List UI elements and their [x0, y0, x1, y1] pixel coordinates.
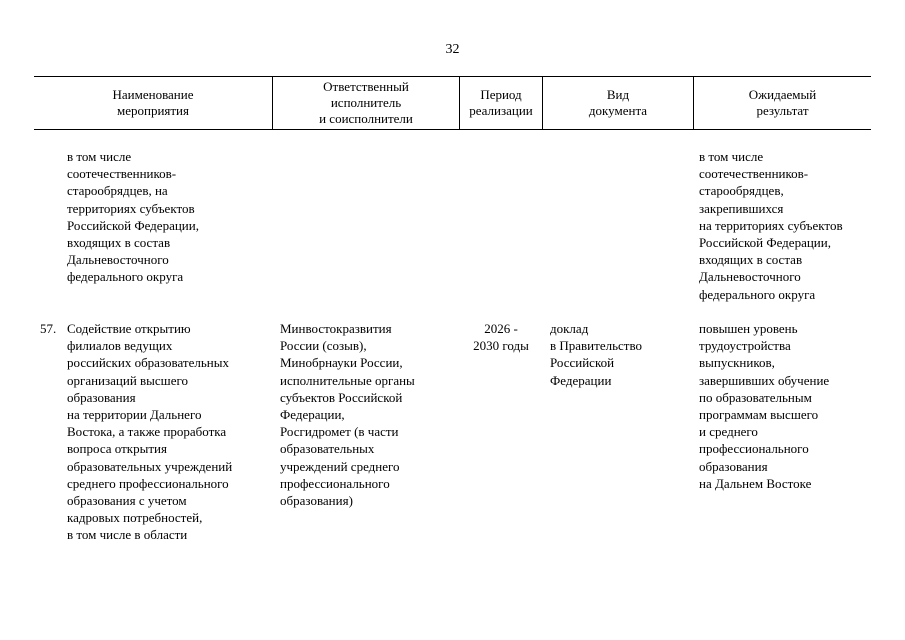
- header-document-type: Вид документа: [588, 86, 648, 118]
- page-number: 32: [445, 42, 460, 57]
- header-period: Период реализации: [469, 86, 533, 118]
- continuation-event-name: в том числе соотечественников- старообрядцев, на территориях субъектов Российской Федерации, входящих в состав Дальневосточного федерального округа: [67, 149, 199, 285]
- continuation-expected-result: в том числе соотечественников- старообрядцев, закрепившихся на территориях субъектов Российской Федерации, входящих в состав Дальневосточного федерального округа: [699, 149, 843, 302]
- row-executor: Минвостокразвития России (созыв), Минобрнауки России, исполнительные органы субъектов Российской Федерации, Росгидромет (в части образовательных учреждений среднего профессионального образования): [280, 321, 415, 509]
- row-document-type: доклад в Правительство Российской Федерации: [550, 321, 643, 388]
- row-number: 57.: [40, 321, 57, 336]
- row-period: 2026 - 2030 годы: [473, 321, 529, 354]
- row-expected-result: повышен уровень трудоустройства выпускников, завершивших обучение по образовательным программам высшего и среднего профессионального образования на Дальнем Востоке: [699, 321, 830, 491]
- header-executor: Ответственный исполнитель и соисполнители: [319, 78, 413, 126]
- table-header-bottom-rule: [34, 129, 871, 130]
- header-event-name: Наименование мероприятия: [112, 86, 194, 118]
- header-expected-result: Ожидаемый результат: [748, 86, 817, 118]
- row-event-name: Содействие открытию филиалов ведущих российских образовательных организаций высшего образования на территории Дальнего Востока, а также проработка вопроса открытия образовательных учреждений среднего профессионального образования с учетом кадровых потребностей, в том числе в области: [67, 321, 233, 543]
